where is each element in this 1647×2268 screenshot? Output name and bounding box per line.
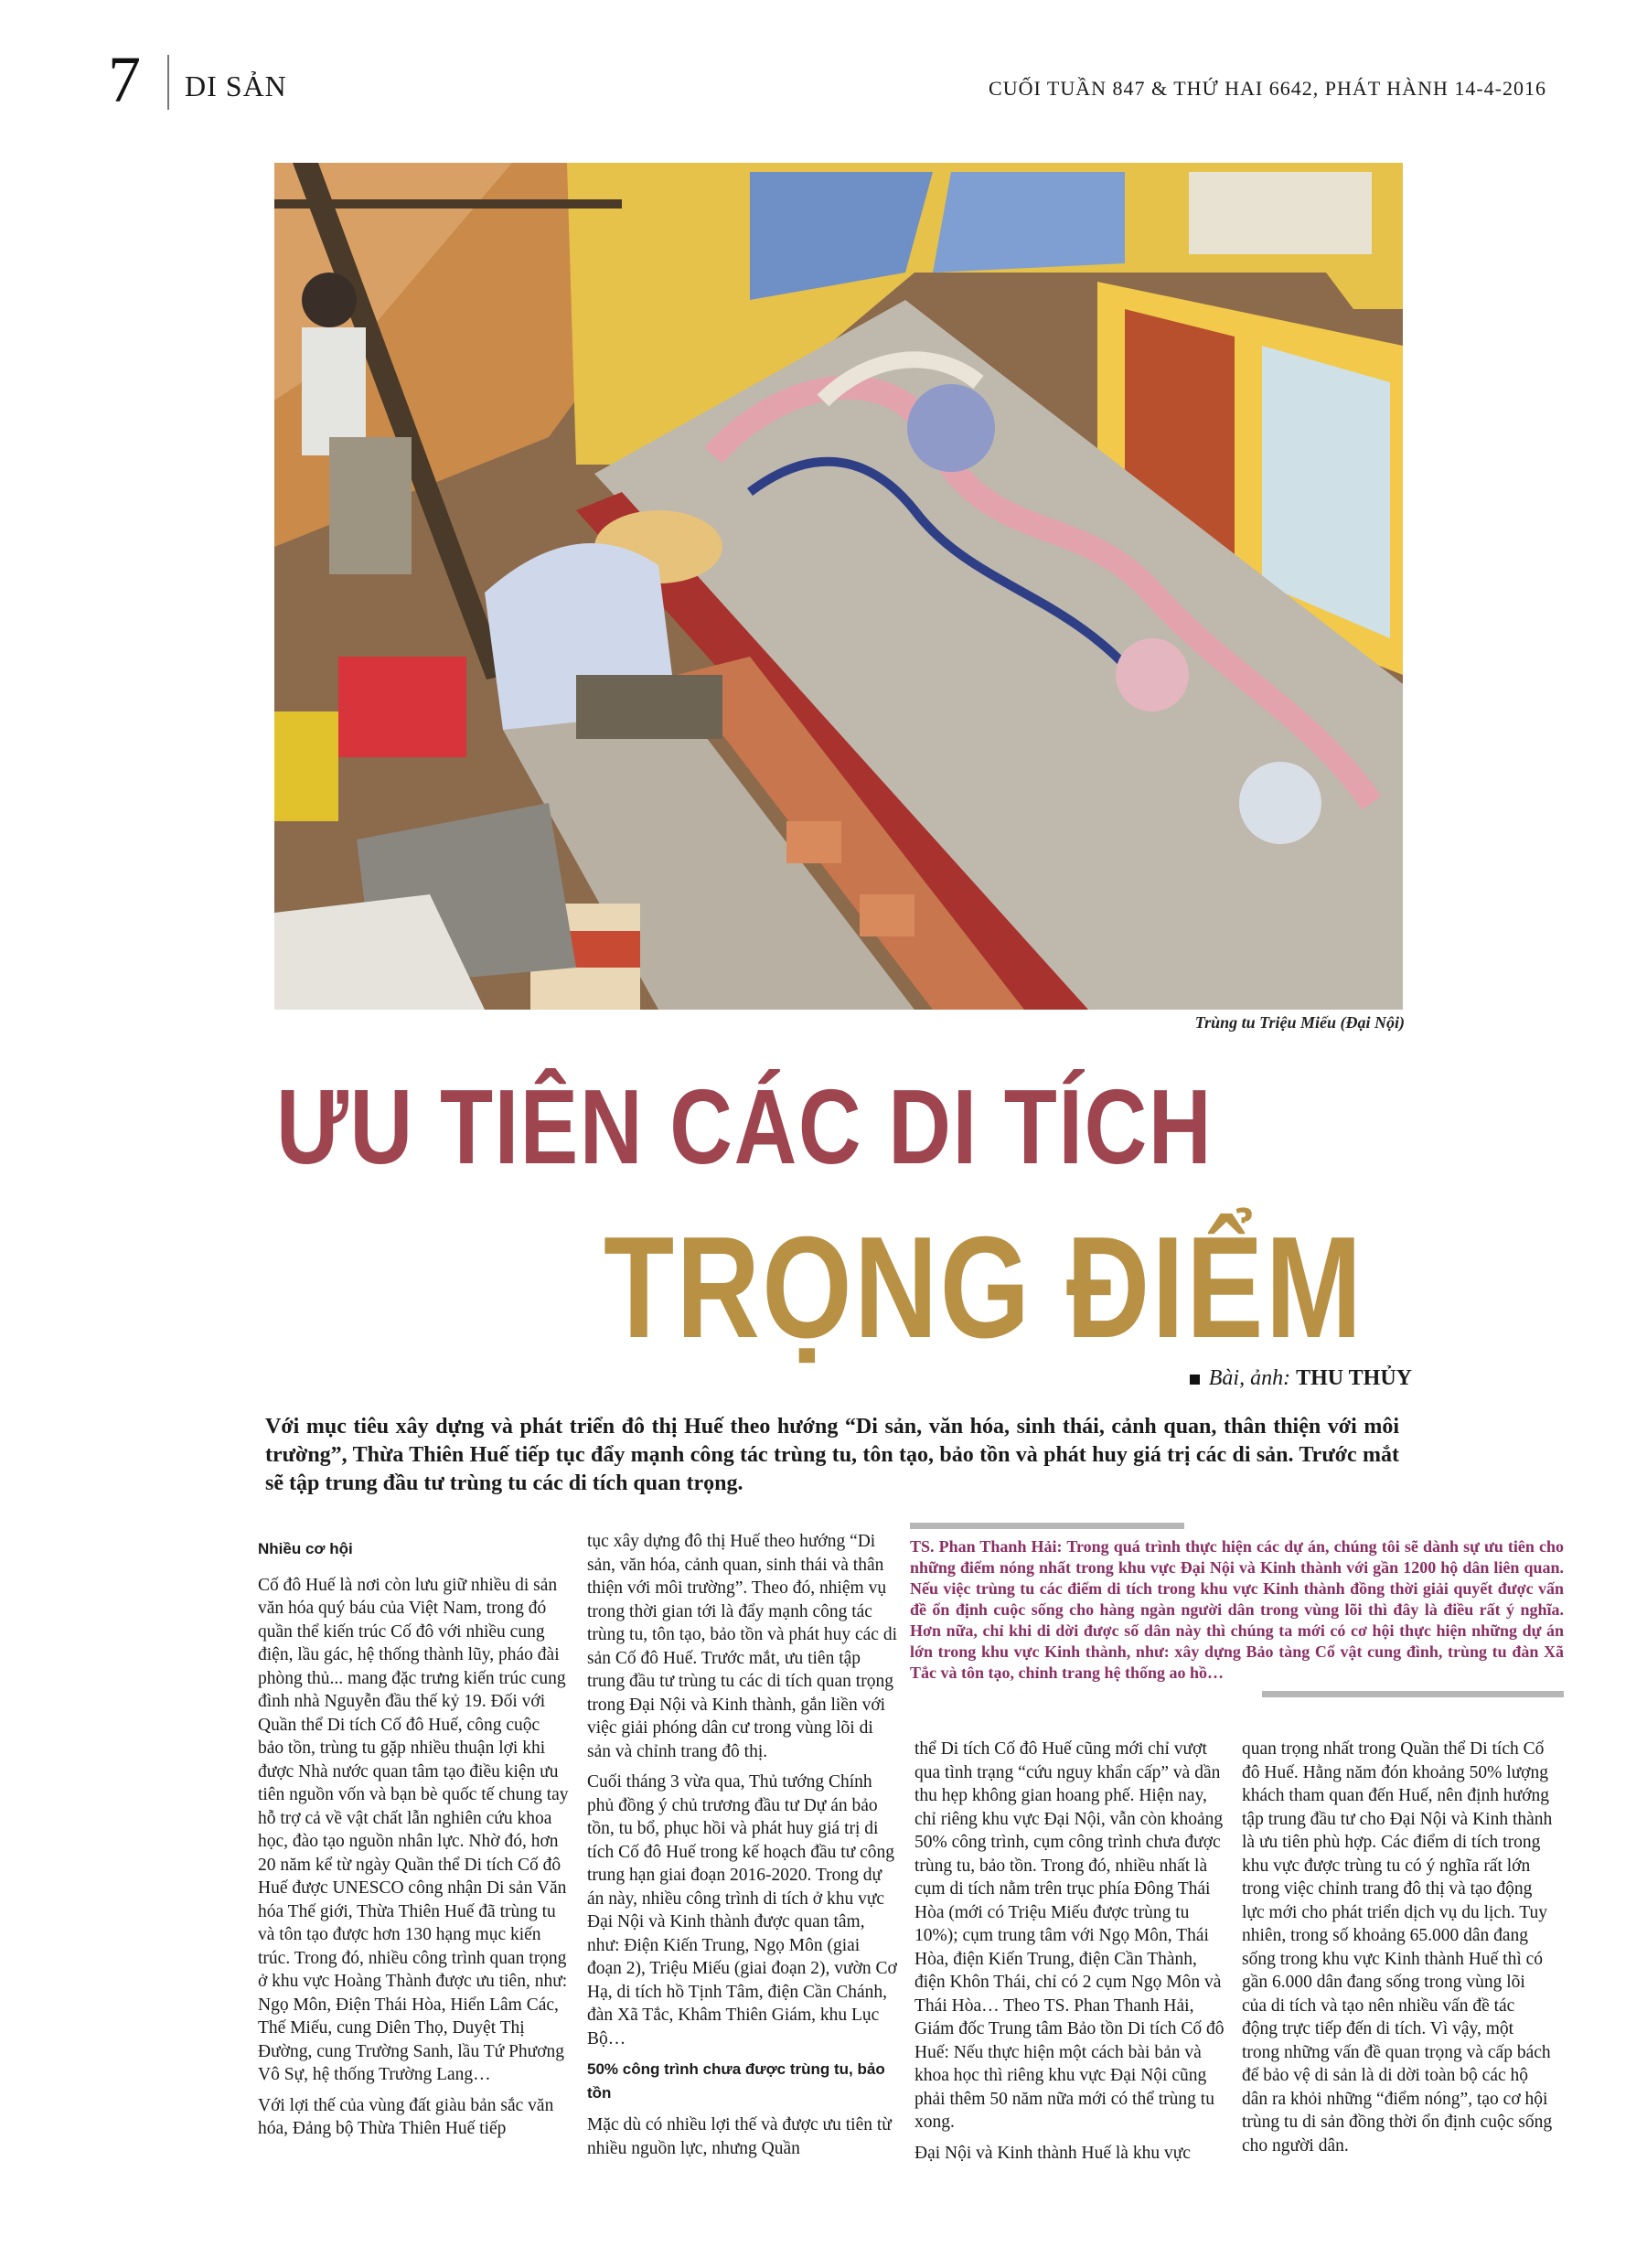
quote-rule-top [910, 1523, 1184, 1529]
quote-rule-bottom [1262, 1691, 1564, 1697]
page-header [0, 43, 1647, 116]
page-number: 7 [108, 43, 141, 116]
restoration-photo [274, 163, 1403, 1010]
column-1 [258, 1537, 569, 2148]
paragraph: Với lợi thế của vùng đất giàu bản sắc văn hóa, Đảng bộ Thừa Thiên Huế tiếp [258, 2095, 554, 2138]
paragraph: Đại Nội và Kinh thành Huế là khu vực [914, 2143, 1191, 2163]
column-2 [587, 1530, 898, 2167]
paragraph: Mặc dù có nhiều lợi thế và được ưu tiên từ nhiều nguồn lực, nhưng Quần [587, 2115, 892, 2158]
photo-caption: Trùng tu Triệu Miếu (Đại Nội) [1194, 1013, 1405, 1032]
section-name: DI SẢN [185, 70, 287, 102]
paragraph: thể Di tích Cố đô Huế cũng mới chỉ vượt qua tình trạng “cứu nguy khẩn cấp” và dần thu hẹp không gian hoang phế. Hiện nay, chỉ riêng khu vực Đại Nội, vẫn còn khoảng 50% công trình, cụm công trình chưa được trùng tu, bảo tồn. Trong đó, nhiều nhất là cụm di tích nằm trên trục phía Đông Thái Hòa (mới có Triệu Miếu được trùng tu 10%); cụm trung tâm với Ngọ Môn, Thái Hòa, điện Kiến Trung, điện Cần Thành, điện Khôn Thái, chỉ có 2 cụm Ngọ Môn và Thái Hòa… Theo TS. Phan Thanh Hải, Giám đốc Trung tâm Bảo tồn Di tích Cố đô Huế: Nếu thực hiện một cách bài bản và khoa học thì riêng khu vực Đại Nội cũng phải thêm 50 năm nữa mới có thể trùng tu xong. [914, 1739, 1225, 2132]
paragraph: tục xây dựng đô thị Huế theo hướng “Di sản, văn hóa, cảnh quan, sinh thái và thân thiện với môi trường”. Theo đó, nhiệm vụ trong thời gian tới là đẩy mạnh công tác trùng tu, tôn tạo, bảo tồn và phát huy các di sản Cố đô Huế. Trước mắt, ưu tiên tập trung đầu tư trùng tu các di tích quan trọng trong Đại Nội và Kinh thành, gắn liền với việc giải phóng dân cư trong vùng lõi di sản và chỉnh trang đô thị. [587, 1532, 898, 1761]
paragraph: quan trọng nhất trong Quần thể Di tích Cố đô Huế. Hằng năm đón khoảng 50% lượng khách tham quan đến Huế, nên định hướng tập trung đầu tư cho Đại Nội và Kinh thành là ưu tiên phù hợp. Các điểm di tích trong khu vực được trùng tu có ý nghĩa rất lớn trong việc chỉnh trang đô thị và tạo động lực mới cho phát triển dịch vụ du lịch. Tuy nhiên, trong số khoảng 65.000 dân đang sống trong khu vực Kinh thành Huế thì có gần 6.000 dân đang sống trong vùng lõi của di tích và tạo nên nhiều vấn đề tác động trực tiếp đến di tích. Vì vậy, một trong những vấn đề quan trọng và cấp bách để bảo vệ di sản là di dời toàn bộ các hộ dân ra khỏi những “điểm nóng”, tạo cơ hội trùng tu di sản đồng thời ổn định cuộc sống cho người dân. [1242, 1739, 1553, 2156]
paragraph: Cố đô Huế là nơi còn lưu giữ nhiều di sản văn hóa quý báu của Việt Nam, trong đó quần thể kiến trúc Cố đô với nhiều cung điện, lầu gác, hệ thống thành lũy, pháo đài phòng thủ... mang đặc trưng kiến trúc cung đình nhà Nguyễn đầu thế kỷ 19. Đối với Quần thể Di tích Cố đô Huế, công cuộc bảo tồn, trùng tu gặp nhiều thuận lợi khi được Nhà nước quan tâm tạo điều kiện ưu tiên nguồn vốn và bạn bè quốc tế chung tay hỗ trợ cả về vật chất lẫn nghiên cứu khoa học, đào tạo nguồn nhân lực. Nhờ đó, hơn 20 năm kể từ ngày Quần thể Di tích Cố đô Huế được UNESCO công nhận Di sản Văn hóa Thế giới, Thừa Thiên Huế đã trùng tu và tôn tạo được hơn 130 hạng mục kiến trúc. Trong đó, nhiều công trình quan trọng ở khu vực Hoàng Thành được ưu tiên, như: Ngọ Môn, Điện Thái Hòa, Hiển Lâm Các, Thế Miếu, cung Diên Thọ, Duyệt Thị Đường, cung Trường Sanh, lầu Tứ Phương Vô Sự, hệ thống Trường Lang… [258, 1575, 569, 2084]
byline-author: THU THỦY [1296, 1366, 1412, 1390]
byline [1190, 1366, 1412, 1391]
header-divider [167, 55, 169, 110]
lead-paragraph: Với mục tiêu xây dựng và phát triển đô thị Huế theo hướng “Di sản, văn hóa, sinh thái, cảnh quan, thân thiện với môi trường”, Thừa Thiên Huế tiếp tục đẩy mạnh công tác trùng tu, tôn tạo, bảo tồn và phát huy giá trị các di sản. Trước mắt sẽ tập trung đầu tư trùng tu các di tích quan trọng. [265, 1415, 1399, 1495]
column-4 [1242, 1738, 1553, 2165]
headline-line-2: TRỌNG ĐIỂM [604, 1207, 1364, 1368]
paragraph: Cuối tháng 3 vừa qua, Thủ tướng Chính phủ đồng ý chủ trương đầu tư Dự án bảo tồn, tu bổ, phục hồi và phát huy giá trị di tích Cố đô Huế trong kế hoạch đầu tư công trung hạn giai đoạn 2016-2020. Trong dự án này, nhiều công trình di tích ở khu vực Đại Nội và Kinh thành được quan tâm, như: Điện Kiến Trung, Ngọ Môn (giai đoạn 2), Triệu Miếu (giai đoạn 2), vườn Cơ Hạ, di tích hồ Tịnh Tâm, điện Cần Chánh, đàn Xã Tắc, Khâm Thiên Giám, khu Lục Bộ… [587, 1772, 897, 2049]
pull-quote [910, 1523, 1564, 1697]
column-3 [914, 1738, 1225, 2172]
subheading-2: 50% công trình chưa được trùng tu, bảo tồn [587, 2060, 885, 2102]
byline-bullet [1190, 1375, 1200, 1385]
issue-info: CUỐI TUẦN 847 & THỨ HAI 6642, PHÁT HÀNH 14-4-2016 [989, 77, 1546, 100]
headline-line-1: ƯU TIÊN CÁC DI TÍCH [276, 1067, 1214, 1186]
quote-text: TS. Phan Thanh Hải: Trong quá trình thực hiện các dự án, chúng tôi sẽ dành sự ưu tiên cho những điểm nóng nhất trong khu vực Đại Nội và Kinh thành với gần 1200 hộ dân liên quan. Nếu việc trùng tu các điểm di tích trong khu vực Kinh thành đồng thời giải quyết được vấn đề ổn định cuộc sống cho hàng ngàn người dân trong vùng lõi thì đây là điều rất ý nghĩa. Hơn nữa, chỉ khi di dời được số dân này thì chúng ta mới có cơ hội thực hiện những dự án lớn trong khu vực Kinh thành, như: xây dựng Bảo tàng Cổ vật cung đình, trùng tu đàn Xã Tắc và tôn tạo, chỉnh trang hệ thống ao hồ… [910, 1537, 1564, 1682]
byline-label: Bài, ảnh: [1208, 1366, 1291, 1390]
subheading-1: Nhiều cơ hội [258, 1540, 353, 1557]
